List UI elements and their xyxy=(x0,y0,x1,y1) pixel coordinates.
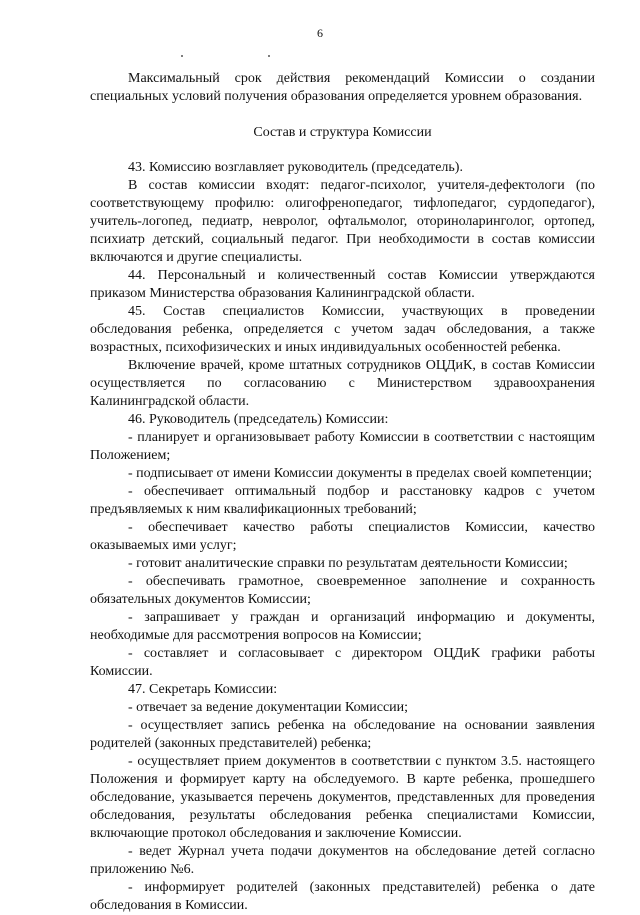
scan-speck xyxy=(268,55,270,57)
list-item: - составляет и согласовывает с директором ОЦДиК графики работы Комиссии. xyxy=(90,646,595,679)
list-item: - отвечает за ведение документации Комиссии; xyxy=(128,700,409,715)
list-item: - обеспечивает качество работы специалистов Комиссии, качество оказываемых ими услуг; xyxy=(90,520,595,553)
list-item: - подписывает от имени Комиссии документы в пределах своей компетенции; xyxy=(128,466,593,481)
scan-speck xyxy=(181,55,183,57)
list-item: - осуществляет запись ребенка на обследование на основании заявления родителей (законных представителей) ребенка; xyxy=(90,718,595,751)
paragraph-45: 45. Состав специалистов Комиссии, участвующих в проведении обследования ребенка, определяется с учетом задач обследования, а также возрастных, психофизических и иных индивидуальных особенностей ребенка. xyxy=(90,304,595,355)
page-number: 6 xyxy=(317,26,323,40)
list-item: - информирует родителей (законных представителей) ребенка о дате обследования в Комиссии. xyxy=(90,880,595,913)
paragraph-47: 47. Секретарь Комиссии: xyxy=(128,682,278,697)
paragraph-44: 44. Персональный и количественный состав Комиссии утверждаются приказом Министерства образования Калининградской области. xyxy=(90,268,595,301)
paragraph-commission-members: В состав комиссии входят: педагог-психолог, учителя-дефектологи (по соответствующему профилю: олигофренопедагог, тифлопедагог, сурдопедагог), учитель-логопед, педиатр, невролог, офтальмолог, оториноларинголог, ортопед, психиатр детский, социальный педагог. При необходимости в состав комиссии включаются и другие специалисты. xyxy=(90,178,595,265)
list-item: - ведет Журнал учета подачи документов на обследование детей согласно приложению №6. xyxy=(90,844,595,877)
paragraph-doctors-inclusion: Включение врачей, кроме штатных сотрудников ОЦДиК, в состав Комиссии осуществляется по согласованию с Министерством здравоохранения Калининградской области. xyxy=(90,358,595,409)
list-item: - обеспечивает оптимальный подбор и расстановку кадров с учетом предъявляемых к ним квалификационных требований; xyxy=(90,484,595,517)
document-body xyxy=(90,70,595,915)
list-item: - осуществляет прием документов в соответствии с пунктом 3.5. настоящего Положения и формирует карту на обследуемого. В карте ребенка, прошедшего обследование, указывается перечень документов, представленных для проведения обследования, результаты обследования ребенка специалистами Комиссии, включающие протокол обследования и заключение Комиссии. xyxy=(90,754,595,841)
list-item: - готовит аналитические справки по результатам деятельности Комиссии; xyxy=(128,556,568,571)
paragraph-46: 46. Руководитель (председатель) Комиссии: xyxy=(128,412,389,427)
section-heading: Состав и структура Комиссии xyxy=(253,125,432,140)
list-item: - планирует и организовывает работу Комиссии в соответствии с настоящим Положением; xyxy=(90,430,595,463)
list-item: - запрашивает у граждан и организаций информацию и документы, необходимые для рассмотрения вопросов на Комиссии; xyxy=(90,610,595,643)
paragraph-43: 43. Комиссию возглавляет руководитель (председатель). xyxy=(128,160,463,175)
list-item: - обеспечивать грамотное, своевременное заполнение и сохранность обязательных документов Комиссии; xyxy=(90,574,595,607)
paragraph-conclusion-validity: Максимальный срок действия рекомендаций Комиссии о создании специальных условий получения образования определяется уровнем образования. xyxy=(90,71,595,104)
